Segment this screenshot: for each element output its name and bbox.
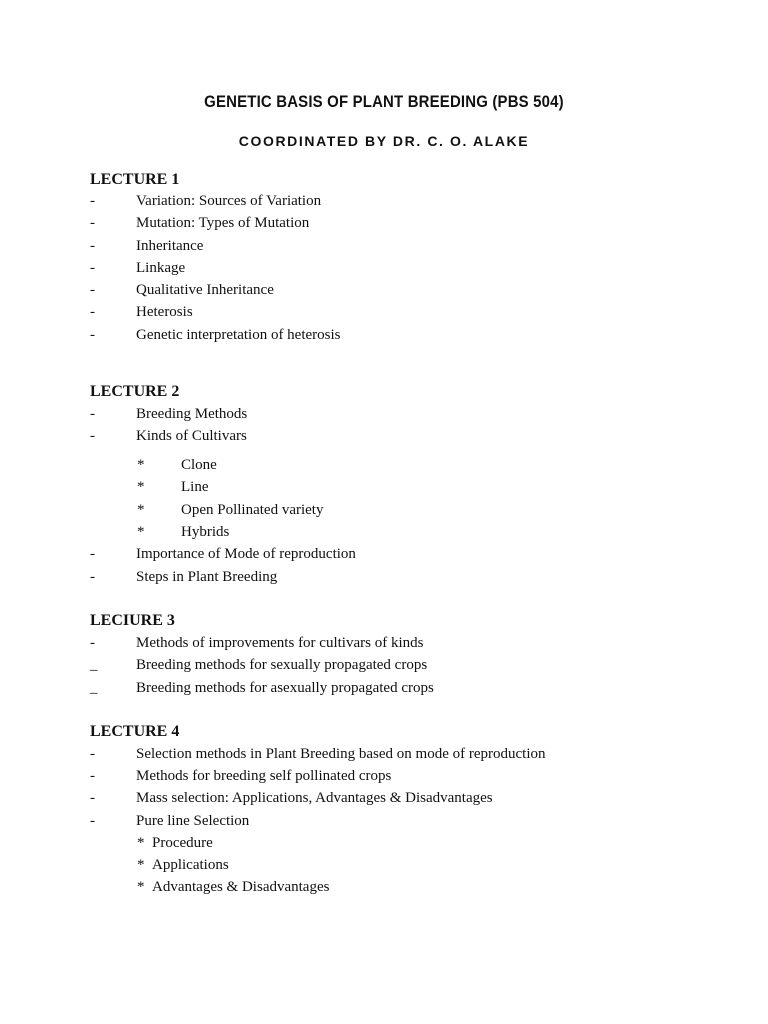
lecture-heading: LECTURE 2 (90, 383, 180, 400)
list-item-text: Importance of Mode of reproduction (136, 546, 356, 562)
list-item-text: Applications (152, 857, 229, 873)
list-marker: _ (90, 680, 98, 696)
document-subtitle: COORDINATED BY DR. C. O. ALAKE (238, 133, 530, 149)
list-item (0, 857, 768, 879)
list-marker: _ (90, 657, 98, 673)
list-item (0, 260, 768, 282)
list-item-text: Line (181, 479, 209, 495)
list-item (0, 879, 768, 901)
list-item (0, 502, 768, 524)
list-item-text: Breeding Methods (136, 406, 248, 422)
list-item (0, 327, 768, 349)
list-item-text: Methods for breeding self pollinated crops (136, 768, 392, 784)
list-marker: - (90, 406, 95, 422)
list-marker: - (90, 327, 95, 343)
list-item-text: Methods of improvements for cultivars of kinds (136, 635, 424, 651)
list-item-text: Variation: Sources of Variation (136, 193, 322, 209)
list-item-text: Selection methods in Plant Breeding based on mode of reproduction (136, 746, 546, 762)
list-marker: - (90, 746, 95, 762)
list-marker: * (137, 524, 145, 540)
list-marker: - (90, 238, 95, 254)
list-item (0, 569, 768, 591)
list-item (0, 238, 768, 260)
list-marker: * (137, 835, 145, 851)
list-item-text: Mutation: Types of Mutation (136, 215, 310, 231)
list-marker: - (90, 304, 95, 320)
list-marker: - (90, 813, 95, 829)
list-item-text: Procedure (152, 835, 213, 851)
list-item-text: Open Pollinated variety (181, 502, 324, 518)
document-title: GENETIC BASIS OF PLANT BREEDING (PBS 504) (204, 92, 564, 111)
list-item-text: Hybrids (181, 524, 230, 540)
list-item-text: Inheritance (136, 238, 204, 254)
list-marker: - (90, 569, 95, 585)
list-item-text: Kinds of Cultivars (136, 428, 247, 444)
list-item-text: Genetic interpretation of heterosis (136, 327, 341, 343)
list-item (0, 746, 768, 768)
list-marker: - (90, 282, 95, 298)
list-item (0, 457, 768, 479)
list-item (0, 406, 768, 428)
list-item-text: Linkage (136, 260, 186, 276)
list-marker: * (137, 879, 145, 895)
list-item (0, 193, 768, 215)
list-item-text: Heterosis (136, 304, 193, 320)
list-item (0, 813, 768, 835)
list-item-text: Mass selection: Applications, Advantages & Disadvantages (136, 790, 493, 806)
list-item (0, 215, 768, 237)
list-marker: * (137, 502, 145, 518)
lecture-heading: LECIURE 3 (90, 612, 175, 629)
list-item-text: Breeding methods for asexually propagated crops (136, 680, 434, 696)
list-item-text: Clone (181, 457, 217, 473)
list-marker: * (137, 857, 145, 873)
list-item (0, 657, 768, 679)
list-item (0, 835, 768, 857)
list-marker: - (90, 428, 95, 444)
list-marker: - (90, 768, 95, 784)
list-marker: - (90, 546, 95, 562)
list-marker: - (90, 260, 95, 276)
list-marker: - (90, 790, 95, 806)
list-item (0, 428, 768, 450)
list-item (0, 524, 768, 546)
list-item (0, 680, 768, 702)
lecture-heading: LECTURE 4 (90, 723, 180, 740)
list-item (0, 282, 768, 304)
lecture-heading: LECTURE 1 (90, 171, 180, 188)
list-item (0, 635, 768, 657)
list-marker: - (90, 193, 95, 209)
list-item-text: Pure line Selection (136, 813, 250, 829)
list-item (0, 304, 768, 326)
list-marker: * (137, 479, 145, 495)
list-item-text: Breeding methods for sexually propagated crops (136, 657, 428, 673)
list-item-text: Qualitative Inheritance (136, 282, 274, 298)
list-item (0, 546, 768, 568)
list-marker: * (137, 457, 145, 473)
list-item (0, 790, 768, 812)
list-item (0, 768, 768, 790)
list-item-text: Advantages & Disadvantages (152, 879, 330, 895)
list-item (0, 479, 768, 501)
list-marker: - (90, 215, 95, 231)
list-marker: - (90, 635, 95, 651)
list-item-text: Steps in Plant Breeding (136, 569, 278, 585)
